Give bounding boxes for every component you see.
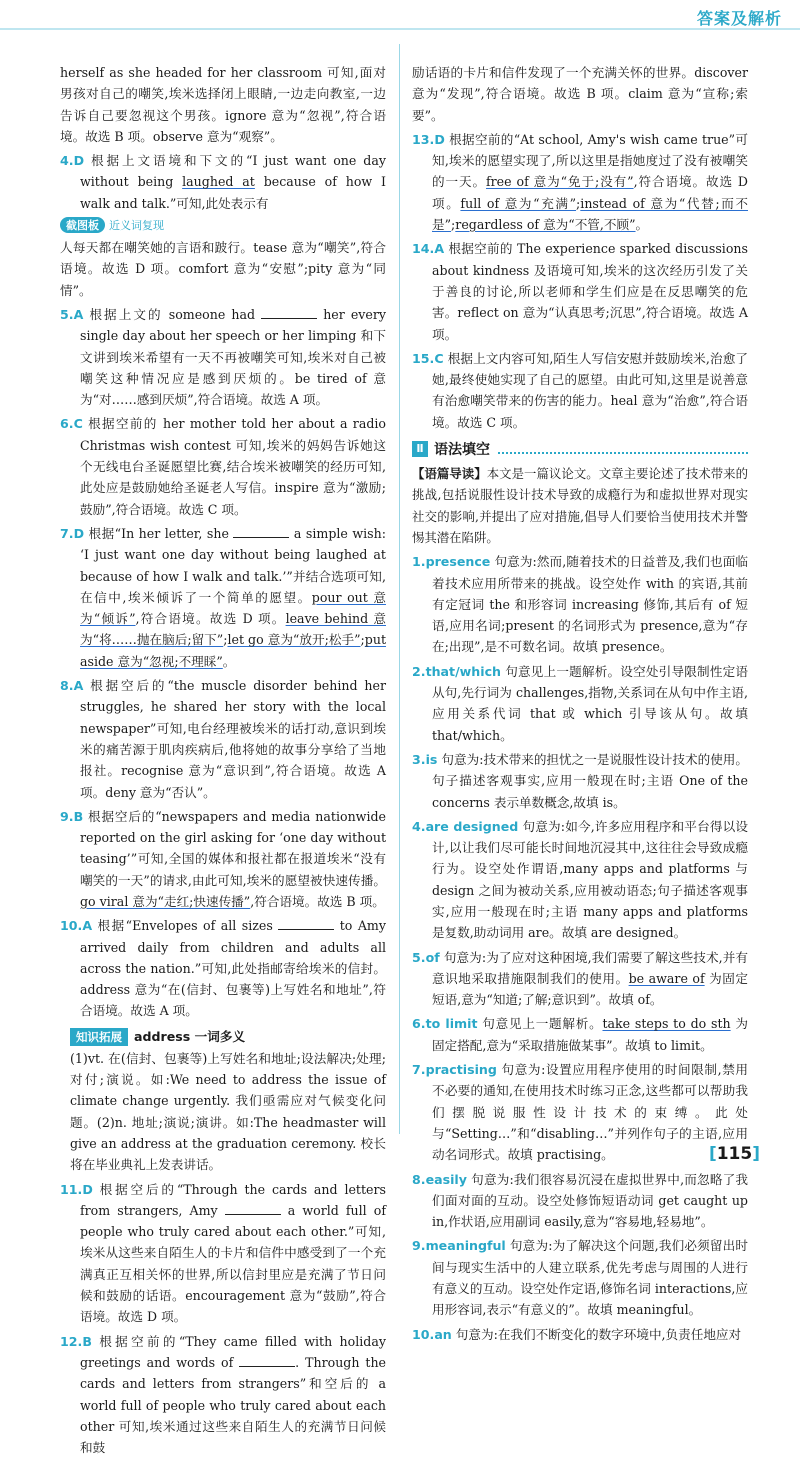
answer-word: to limit xyxy=(425,1016,478,1032)
explanation-text: ; xyxy=(576,195,581,211)
underlined-phrase: go viral 意为“走红;快速传播” xyxy=(80,893,251,909)
knowledge-box xyxy=(60,1026,386,1176)
answer-letter: A xyxy=(434,241,445,257)
grammar-item-4 xyxy=(412,816,748,944)
underlined-phrase: instead of 意为“代替;而不是” xyxy=(432,195,748,233)
item-number: 14. xyxy=(412,241,435,257)
answer-letter: D xyxy=(434,131,445,147)
item-number: 10. xyxy=(412,1326,435,1342)
grammar-item-8 xyxy=(412,1169,748,1233)
explanation-text: to Amy arrived daily from children and adults all across the nation.”可知,此处指邮寄给埃米的信封。address 意为“在(信封、包裹等)上写姓名和地址”,符合语境。故选 A 项。 xyxy=(80,918,386,1019)
explanation-text: 句意为:为了解决这个问题,我们必须留出时间与现实生活中的人建立联系,优先考虑与周围的人进行有意义的互动。设空处作定语,修饰名词 interactions,应用形容词,表示“有意义的”。故填 meaningful。 xyxy=(432,1238,748,1318)
blank-line xyxy=(239,1356,295,1367)
answer-letter: A xyxy=(73,306,84,322)
answer-word: is xyxy=(425,751,438,767)
answer-word: presence xyxy=(425,554,491,570)
answer-item-6 xyxy=(60,413,386,519)
explanation-text: ,符合语境。故选 D 项。 xyxy=(135,611,286,627)
explanation-text: 句意见上一题解析。 xyxy=(482,1016,603,1032)
explanation-text: 句意见上一题解析。设空处引导限制性定语从句,先行词为 challenges,指物,关系词在从句中作主语,应用关系代词 that 或 which 引导该从句。故填 that/which。 xyxy=(432,663,748,743)
answer-item-7 xyxy=(60,523,386,672)
answer-letter: D xyxy=(73,153,85,169)
explanation-text: a world full of people who truly cared about each other.”可知,埃米从这些来自陌生人的卡片和信件中感受到了一个充满真正互相关怀的世界,所以信封里应是充满了节日问候和鼓励的话语。encouragement 意为“鼓励”,符合语境。故选 D 项。 xyxy=(80,1202,386,1325)
underlined-phrase: regardless of 意为“不管,不顾” xyxy=(455,217,636,233)
grammar-item-1 xyxy=(412,551,748,657)
dotted-rule xyxy=(498,444,748,454)
item-number: 3. xyxy=(412,751,426,767)
item-number: 10. xyxy=(60,918,83,934)
underlined-phrase: full of 意为“充满” xyxy=(460,195,577,211)
knowledge-text: (1)vt. 在(信封、包裹等)上写姓名和地址;设法解决;处理;对付;演说。如:We need to address the issue of climate change urgently. 我们亟需应对气候变化问题。(2)n. 地址;演说;演讲。如:The headmaster will give an address at the graduation ceremony. 校长将在毕业典礼上发表讲话。 xyxy=(70,1050,386,1173)
intro-paragraph: herself as she headed for her classroom 可知,面对男孩对自己的嘲笑,埃米选择闭上眼睛,一边走向教室,一边告诉自己要忽视这个男孩。ignore 意为“忽视”,符合语境。故选 B 项。observe 意为“观察”。 xyxy=(60,65,386,144)
explanation-text: 根据“In her letter, she xyxy=(88,525,234,541)
answer-item-12 xyxy=(60,1331,386,1459)
grammar-item-3 xyxy=(412,749,748,813)
answer-word: that/which xyxy=(425,663,502,679)
answer-item-13 xyxy=(412,129,748,235)
explanation-text: ,符合语境。故选 D 项。 xyxy=(432,174,748,211)
explanation-text: 根据空后的“Through the cards and letters from strangers, Amy xyxy=(80,1181,386,1218)
item-number: 8. xyxy=(60,678,74,694)
item-number: 13. xyxy=(412,131,435,147)
explanation-text: a simple wish: ‘I just want one day without being laughed at because of how I walk and talk.’”并结合选项可知,在信中,埃米倾诉了一个简单的愿望。 xyxy=(80,525,386,605)
answer-letter: A xyxy=(82,918,93,934)
guide-label: 【语篇导读】 xyxy=(412,466,487,482)
grammar-item-5 xyxy=(412,947,748,1011)
knowledge-title xyxy=(70,1026,386,1046)
item-number: 11. xyxy=(60,1181,83,1197)
underlined-phrase: pour out 意为“倾诉” xyxy=(80,589,386,627)
explanation-text: 根据空前的 The experience sparked discussions about kindness 及语境可知,埃米的这次经历引发了关于善良的讨论,所以老师和学生们应是在反思嘲笑的危害。reflect on 意为“认真思考;沉思”,符合语境。故选 A 项。 xyxy=(432,241,748,342)
explanation-text: 句意为:在我们不断变化的数字环境中,负责任地应对 xyxy=(455,1326,742,1342)
explanation-text: her every single day about her speech or her limping 和下文讲到埃米希望有一天不再被嘲笑可知,埃米对自己被嘲笑这种情况应是感到厌烦的。be tired of 意为“对……感到厌烦”,符合语境。故选 A 项。 xyxy=(80,306,386,408)
explanation-text: ,符合语境。故选 B 项。 xyxy=(250,893,385,909)
section-title-grammar xyxy=(412,439,748,459)
header-rule xyxy=(0,28,800,30)
underlined-phrase: free of 意为“免于;没有” xyxy=(486,174,634,190)
underlined-phrase: put aside 意为“忽视;不理睬” xyxy=(80,632,386,669)
guide-text: 本文是一篇议论文。文章主要论述了技术带来的挑战,包括说服性设计技术导致的成瘾行为和虚拟世界对现实社交的影响,并提出了应对措施,倡导人们要恰当使用技术并警惕其潜在陷阱。 xyxy=(412,466,749,545)
grammar-item-7 xyxy=(412,1059,748,1165)
explanation-text: 为固定短语,意为“知道;了解;意识到”。故填 of。 xyxy=(432,970,748,1008)
explanation-text: 句意为:如今,许多应用程序和平台得以设计,以让我们尽可能长时间地沉浸其中,这往往会导致成瘾行为。设空处作谓语,many apps and platforms 与 design 之间为被动关系,应用被动语态;句子描述客观事实,应用一般现在时;主语 many apps and platforms 是复数,助动词用 are。故填 are designed。 xyxy=(432,818,748,941)
explanation-text: . Through the cards and letters from strangers”和空后的 a world full of people who truly cared about each other 可知,埃米通过这些来自陌生人的充满节日问候和鼓 xyxy=(80,1354,387,1456)
blank-line xyxy=(225,1204,281,1215)
item-number: 5. xyxy=(412,949,426,965)
blank-line xyxy=(261,308,317,319)
grammar-item-10 xyxy=(412,1324,748,1345)
item-number: 2. xyxy=(412,663,426,679)
explanation-text: 句意为:设置应用程序使用的时间限制,禁用不必要的通知,在使用技术时练习正念,这些都可以帮助我们摆脱说服性设计技术的束缚。此处与“Setting…”和“disabling…”并列作句子的主语,应用动名词形式。故填 practising。 xyxy=(432,1062,748,1163)
explanation-text: 根据“Envelopes of all sizes xyxy=(97,918,279,934)
answer-word: of xyxy=(425,949,440,965)
explanation-text: 根据空后的“newspapers and media nationwide reported on the girl asking for ‘one day without teasing’”可知,全国的媒体和报社都在报道埃米“没有嘲笑的一天”的请求,由此可知,埃米的愿望被快速传播。 xyxy=(80,808,386,888)
item-number: 6. xyxy=(412,1016,426,1032)
item-number: 15. xyxy=(412,350,435,366)
screenshot-note xyxy=(60,217,386,233)
explanation-text: 根据上文内容可知,陌生人写信安慰并鼓励埃米,治愈了她,最终使她实现了自己的愿望。由此可知,这里是说善意有治愈嘲笑带来的伤害的能力。heal 意为“治愈”,符合语境。故选 C 项。 xyxy=(432,350,748,430)
grammar-item-6 xyxy=(412,1013,748,1056)
answer-letter: D xyxy=(82,1181,93,1197)
right-column xyxy=(412,62,748,1348)
answer-item-9 xyxy=(60,806,386,912)
answer-word: easily xyxy=(425,1171,467,1187)
underlined-phrase: take steps to do sth xyxy=(602,1016,731,1032)
explanation-text: because of how I walk and talk.”可知,此处表示有 xyxy=(80,174,386,211)
column-divider xyxy=(399,44,400,1134)
item-number: 8. xyxy=(412,1171,426,1187)
item-number: 5. xyxy=(60,306,74,322)
answer-letter: A xyxy=(73,678,84,694)
answer-item-8 xyxy=(60,675,386,803)
explanation-text: 根据空前的 her mother told her about a radio Christmas wish contest 可知,埃米的妈妈告诉她这个无线电台圣诞愿望比赛,结合埃米被嘲笑的经历可知,此处应是鼓励她给圣诞老人写信。inspire 意为“激励;鼓励”,符合语境。故选 C 项。 xyxy=(80,416,386,517)
explanation-text: 根据上文的 someone had xyxy=(89,306,262,322)
explanation-text: ; xyxy=(223,632,228,648)
item-number: 1. xyxy=(412,554,426,570)
explanation-text: ; xyxy=(451,217,456,233)
explanation-text: 句意为:我们很容易沉浸在虚拟世界中,而忽略了我们面对面的互动。设空处修饰短语动词 get caught up in,作状语,应用副词 easily,意为“容易地,轻易地”。 xyxy=(432,1171,748,1230)
explanation-text: 。 xyxy=(222,653,236,669)
knowledge-heading: address 一词多义 xyxy=(134,1028,246,1044)
passage-guide xyxy=(412,463,748,548)
underlined-phrase: laughed at xyxy=(182,174,255,190)
page-number: [115] xyxy=(708,1144,760,1164)
explanation-text: 根据上文语境和下文的“I just want one day without being xyxy=(80,153,386,190)
answer-letter: B xyxy=(73,808,84,824)
answer-word: meaningful xyxy=(425,1238,506,1254)
blank-line xyxy=(278,919,334,930)
item-number: 7. xyxy=(60,525,74,541)
answer-word: practising xyxy=(425,1062,497,1078)
item-number: 9. xyxy=(60,808,74,824)
answer-item-11 xyxy=(60,1179,386,1328)
underlined-phrase: leave behind 意为“将……抛在脑后;留下” xyxy=(80,611,386,648)
explanation-text: ; xyxy=(360,632,365,648)
answer-item-15 xyxy=(412,348,748,433)
answer-letter: B xyxy=(82,1333,92,1349)
item-number: 12. xyxy=(60,1333,83,1349)
page-header-title: 答案及解析 xyxy=(696,9,782,28)
explanation-text: 根据空前的“At school, Amy's wish came true”可知,埃米的愿望实现了,所以这里是指她度过了没有被嘲笑的一天。 xyxy=(432,131,748,190)
note-badge: 截图板 xyxy=(60,217,105,233)
item-number: 4. xyxy=(412,818,426,834)
answer-letter: C xyxy=(434,350,444,366)
explanation-text: 句意为:为了应对这种困境,我们需要了解这些技术,并有意识地采取措施限制我们的使用。 xyxy=(432,949,749,986)
answer-item-10 xyxy=(60,915,386,1021)
left-column xyxy=(60,62,386,1461)
section-icon: Ⅱ xyxy=(412,441,428,457)
item-number: 4. xyxy=(60,153,74,169)
section-heading: 语法填空 xyxy=(434,442,490,459)
item-number: 9. xyxy=(412,1238,426,1254)
explanation-text: 句意为:然而,随着技术的日益普及,我们也面临着技术应用所带来的挑战。设空处作 with 的宾语,其前有定冠词 the 和形容词 increasing 修饰,其后有 of 短语,应用名词;present 的名词形式为 presence,意为“存在;出现”,是不可数名词。故填 presence。 xyxy=(432,554,748,655)
explanation-text: 根据空后的“the muscle disorder behind her struggles, he shared her story with the local newspaper”可知,电台经理被埃米的话打动,意识到埃米的痛苦源于肌肉疾病后,他将她的故事分享给了当地报社。recognise 意为“意识到”,符合语境。故选 A 项。deny 意为“否认”。 xyxy=(80,678,386,800)
answer-letter: D xyxy=(73,525,85,541)
explanation-text: 句意为:技术带来的担忧之一是说服性设计技术的使用。句子描述客观事实,应用一般现在时;主语 One of the concerns 表示单数概念,故填 is。 xyxy=(432,751,748,810)
answer-item-4 xyxy=(60,150,386,214)
explanation-continued: 人每天都在嘲笑她的言语和跛行。tease 意为“嘲笑”,符合语境。故选 D 项。comfort 意为“安慰”;pity 意为“同情”。 xyxy=(60,240,386,298)
note-text: 近义词复现 xyxy=(109,219,164,233)
page-number-value: 115 xyxy=(716,1144,753,1164)
grammar-item-9 xyxy=(412,1235,748,1320)
answer-item-5 xyxy=(60,304,386,410)
underlined-phrase: be aware of xyxy=(628,970,705,986)
answer-item-14 xyxy=(412,238,748,344)
explanation-text: 。 xyxy=(635,217,649,233)
explanation-text: 根据空前的“They came filled with holiday greetings and words of xyxy=(80,1333,386,1370)
grammar-item-2 xyxy=(412,661,748,746)
blank-line xyxy=(233,527,289,538)
answer-word: are designed xyxy=(425,818,519,834)
explanation-text: 为固定搭配,意为“采取措施做某事”。故填 to limit。 xyxy=(432,1016,749,1053)
intro-paragraph: 励话语的卡片和信件发现了一个充满关怀的世界。discover 意为“发现”,符合语境。故选 B 项。claim 意为“宣称;索要”。 xyxy=(412,65,748,123)
underlined-phrase: let go 意为“放开;松手” xyxy=(227,632,361,648)
item-number: 6. xyxy=(60,416,74,432)
knowledge-tag: 知识拓展 xyxy=(70,1028,128,1046)
answer-word: an xyxy=(434,1326,452,1342)
item-number: 7. xyxy=(412,1062,426,1078)
answer-letter: C xyxy=(73,416,83,432)
